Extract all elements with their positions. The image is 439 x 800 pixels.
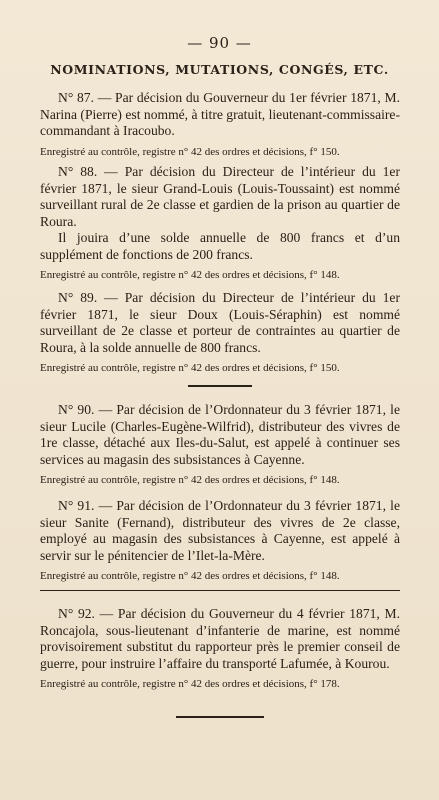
decision-text: N° 88. — Par décision du Directeur de l’intérieur du 1er février 1871, le sieur Grand-Louis (Louis-Toussaint) est nommé surveillant rural de 2e classe et gardien de la prison au quartier de Roura. [40,164,400,229]
decision-text: N° 90. — Par décision de l’Ordonnateur du 3 février 1871, le sieur Lucile (Charles-Eugène-Wilfrid), distributeur des vivres de 1re classe, détaché aux Iles-du-Salut, est appelé à continuer ses services au magasin des subsistances à Cayenne. [40,402,400,467]
decision-text: N° 91. — Par décision de l’Ordonnateur du 3 février 1871, le sieur Sanite (Fernand), distributeur des vivres de 2e classe, employé au magasin des subsistances à Cayenne, est appelé à servir sur le pénitencier de l’Ilet-la-Mère. [40,498,400,563]
decision-entry-87 [40,90,400,160]
decision-entry-89 [40,290,400,376]
decision-entry-92 [40,606,400,692]
decision-entry-90 [40,402,400,488]
separator-rule [40,590,400,591]
registration-note: Enregistré au contrôle, registre n° 42 des ordres et décisions, f° 150. [40,145,340,158]
decision-text: N° 89. — Par décision du Directeur de l’intérieur du 1er février 1871, le sieur Doux (Louis-Séraphin) est nommé surveillant de 2e classe et porteur de contraintes au quartier de Roura, à la solde annuelle de 800 francs. [40,290,400,355]
registration-note: Enregistré au contrôle, registre n° 42 des ordres et décisions, f° 148. [40,269,340,281]
separator-rule [188,385,252,387]
page-number: — 90 — [187,34,252,52]
decision-text: N° 87. — Par décision du Gouverneur du 1er février 1871, M. Narina (Pierre) est nommé, à titre gratuit, lieutenant-commissaire-commandant à Iracoubo. [40,90,400,138]
registration-note: Enregistré au contrôle, registre n° 42 des ordres et décisions, f° 150. [40,362,340,374]
registration-note: Enregistré au contrôle, registre n° 42 des ordres et décisions, f° 148. [40,474,340,486]
end-rule [176,716,264,718]
registration-note: Enregistré au contrôle, registre n° 42 des ordres et décisions, f° 178. [40,678,340,690]
section-title: NOMINATIONS, MUTATIONS, CONGÉS, ETC. [50,62,389,77]
decision-text-continued: Il jouira d’une solde annuelle de 800 francs et d’un supplément de fonctions de 200 francs. [40,230,400,262]
decision-entry-88 [40,164,400,283]
decision-text: N° 92. — Par décision du Gouverneur du 4 février 1871, M. Roncajola, sous-lieutenant d’infanterie de marine, est nommé provisoirement substitut du rapporteur près le premier conseil de guerre, pour instruire l’affaire du transporté Lafumée, à Kourou. [40,606,400,671]
registration-note: Enregistré au contrôle, registre n° 42 des ordres et décisions, f° 148. [40,570,340,582]
decision-entry-91 [40,498,400,584]
